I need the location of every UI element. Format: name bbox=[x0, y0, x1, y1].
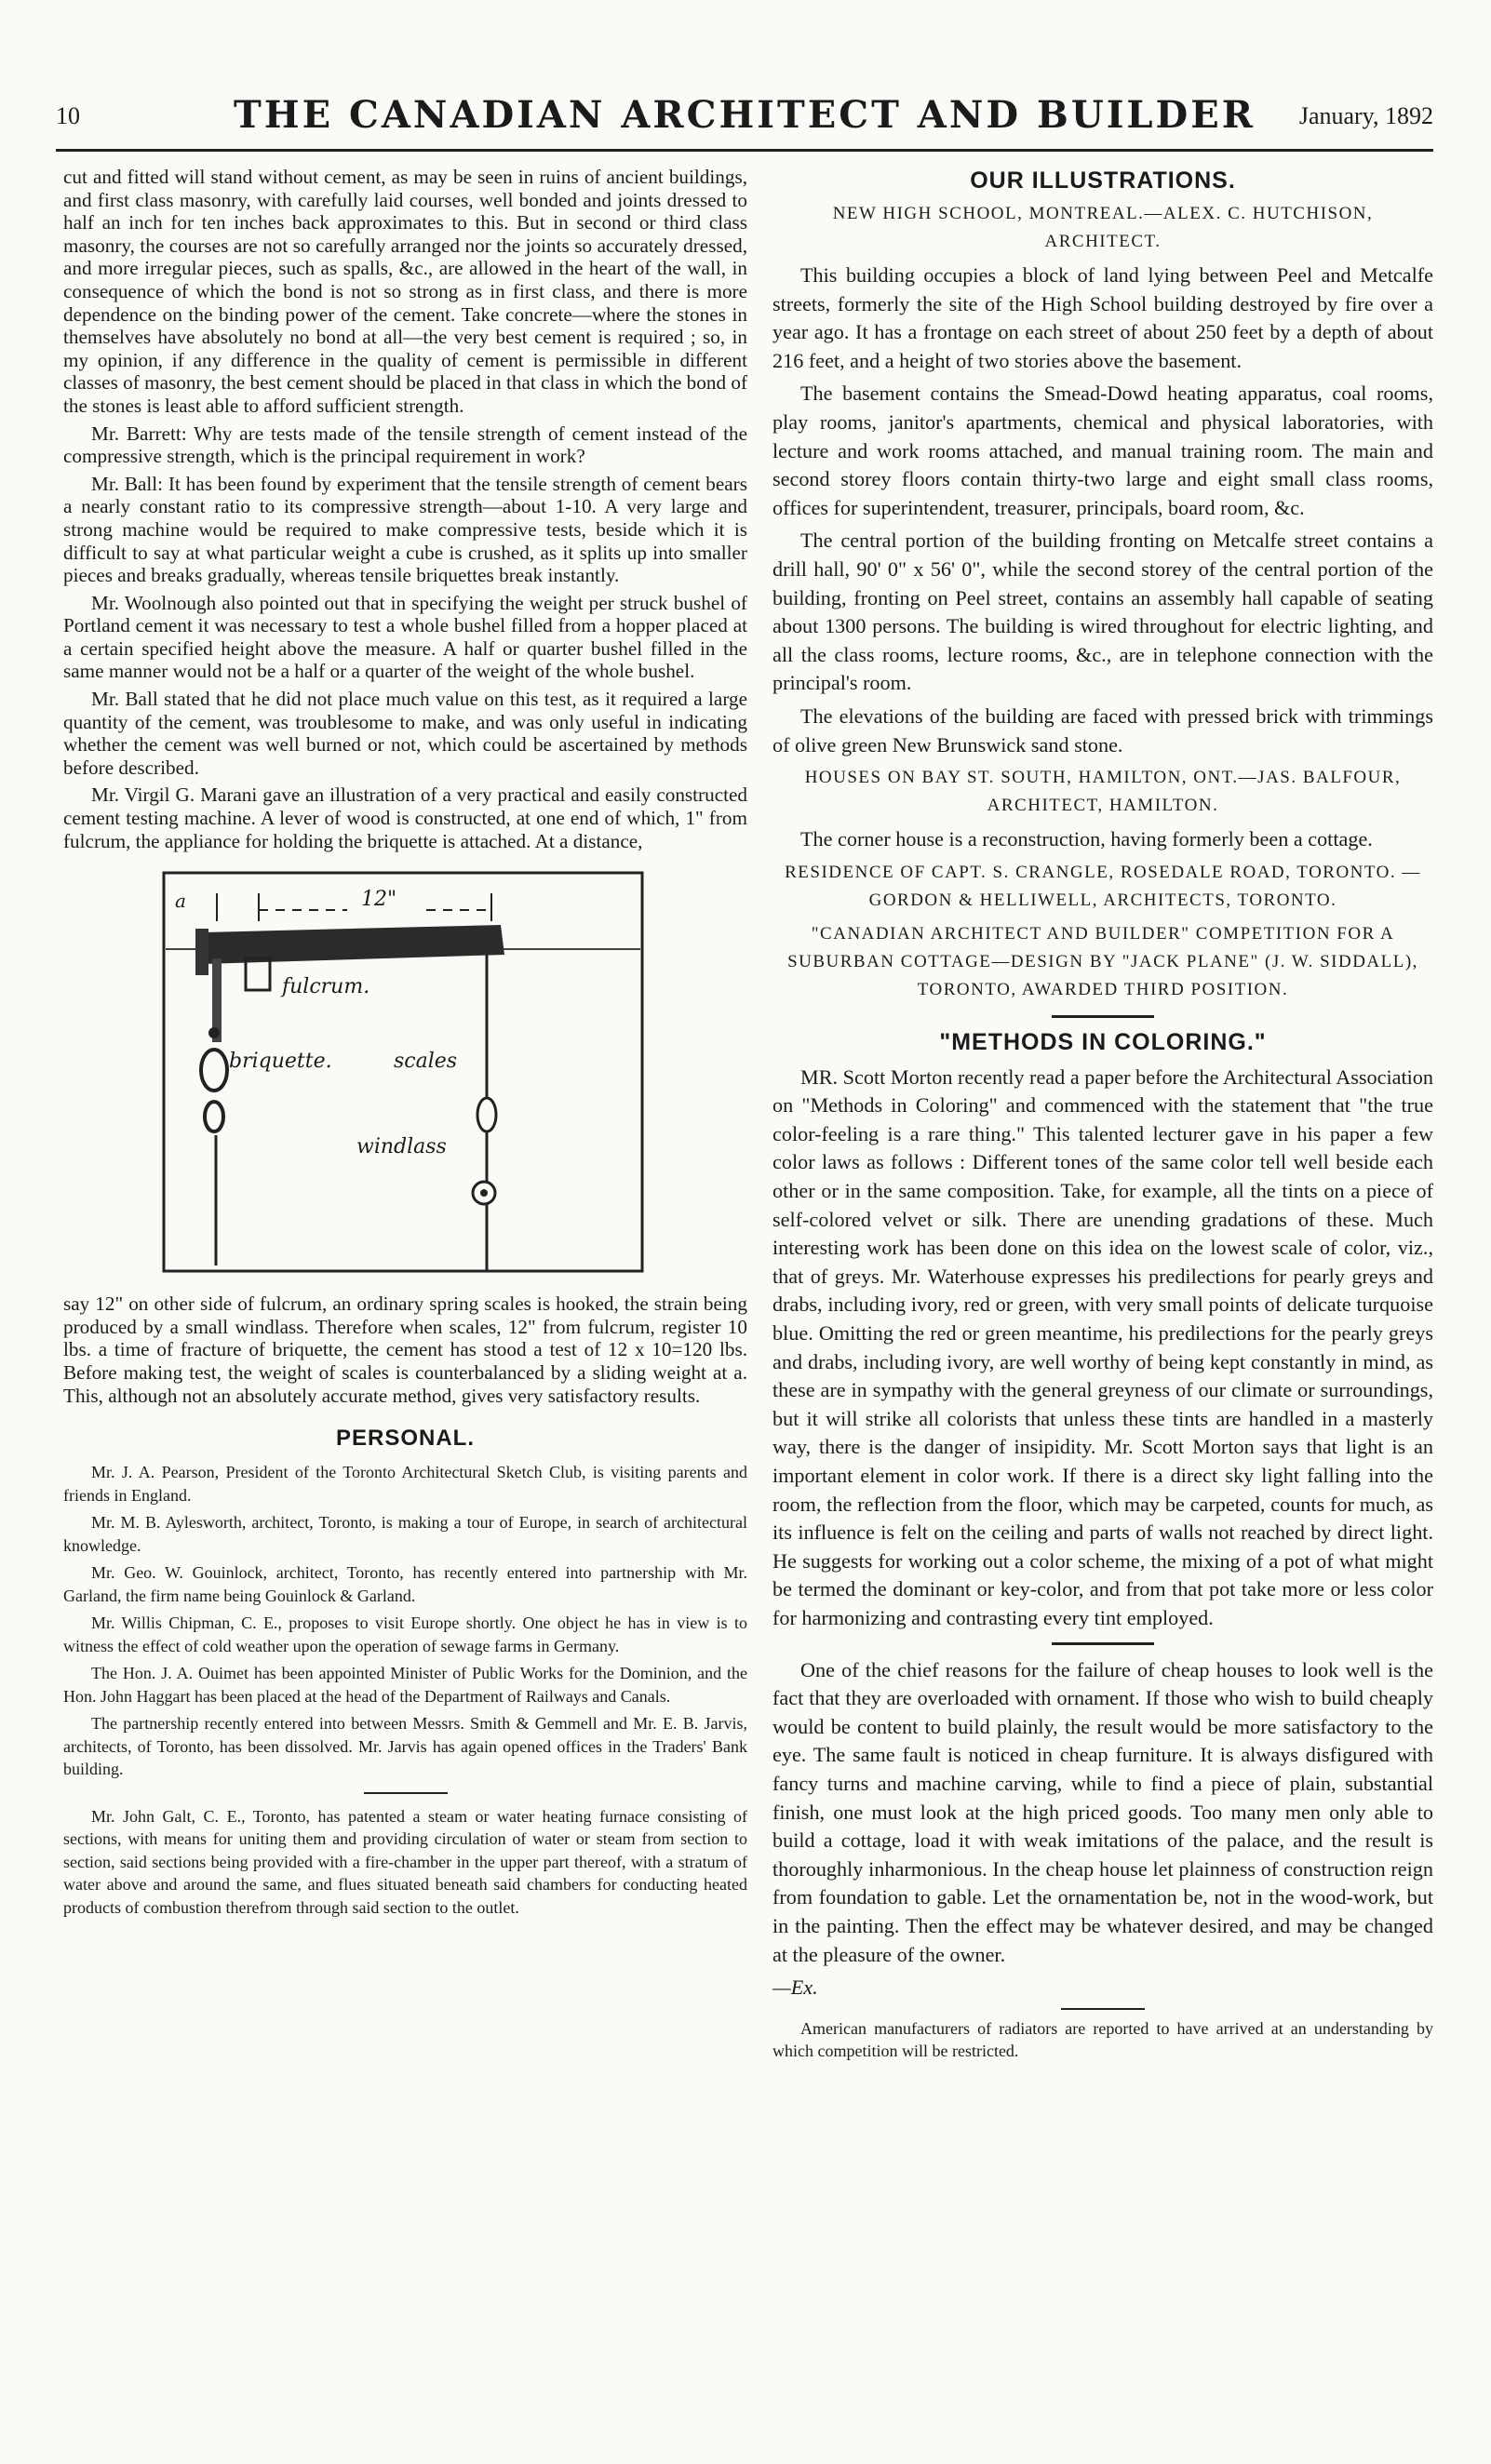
residence-title: RESIDENCE OF CAPT. S. CRANGLE, ROSEDALE ROAD, TORONTO. —GORDON & HELLIWELL, ARCHITECTS, TORONTO. bbox=[785, 862, 1421, 910]
paragraph: The corner house is a reconstruction, having formerly been a cottage. bbox=[800, 827, 1373, 851]
illustrations-heading: OUR ILLUSTRATIONS. bbox=[970, 167, 1236, 194]
personal-heading: PERSONAL. bbox=[335, 1426, 475, 1452]
personal-item: Mr. Willis Chipman, C. E., proposes to visit Europe shortly. One object he has in view is to witness the effect of cold weather upon the operation of sewage farms in Germany. bbox=[63, 1614, 747, 1655]
paragraph: say 12" on other side of fulcrum, an ordinary spring scales is hooked, the strain being produced by a small windlass. Therefore when scales, 12" from fulcrum, register 10 lbs. a time of fracture of briquette, the cement has stood a test of 12 x 10=120 lbs. Before making test, the weight of scales is counterbalanced by a sliding weight at a. This, although not an absolutely accurate method, gives very satisfactory results. bbox=[63, 1292, 747, 1407]
briquette-label: briquette. bbox=[229, 1050, 332, 1074]
page-number: 10 bbox=[56, 102, 80, 129]
paragraph: One of the chief reasons for the failure of cheap houses to look well is the fact that they are overloaded with ornament. If those who wish to build cheaply would be content to build plainly, the result would be more satisfactory to the eye. The same fault is noticed in cheap furniture. It is always disfigured with fancy turns and machine carving, while to find a piece of plain, substantial finish, one must look at the high priced goods. Too many men only able to build a cottage, load it with weak imitations of the palace, and the result is thoroughly inharmonious. In the cheap house let plainness of construction reign from foundation to gable. Let the ornamentation be, not in the wood-work, but in the painting. Then the effect may be whatever desired, and may be changed at the pleasure of the owner. bbox=[772, 1657, 1433, 1966]
paragraph: The elevations of the building are faced with pressed brick with trimmings of olive green New Brunswick sand stone. bbox=[772, 703, 1433, 757]
personal-item: Mr. Geo. W. Gouinlock, architect, Toronto, has recently entered into partnership with Mr. Garland, the firm name being Gouinlock & Garland. bbox=[63, 1563, 747, 1605]
paragraph: Mr. Woolnough also pointed out that in specifying the weight per struck bushel of Portland cement it was necessary to test a whole bushel filled from a hopper placed at a certain specified height above the measure. A half or quarter bushel filled in the same manner would not be a half or a quarter of the weight of the whole bushel. bbox=[63, 591, 747, 683]
paragraph: MR. Scott Morton recently read a paper before the Architectural Association on "Methods in Coloring" and commenced with the statement that "the true color-feeling is a rare thing." This talented lecturer gave in his paper a few color laws as follows : Different tones of the same color tell well beside each other or in the same composition. Take, for example, all the tints on a piece of self-colored velvet or silk. There are unending gradations of these. Much interesting work has been done on this idea on the lowest scale of color, viz., that of greys. Mr. Waterhouse expresses his predilections for pearly greys and drabs, including ivory, red or green, with very small points of delicate turquoise blue. Omitting the red or green meantime, his predilections for the pearly greys and drabs, including ivory, are well worthy of being kept constantly in mind, as these are in sympathy with the general greyness of our climate or surroundings, but it will strike all colorists that unless these tints are handled in a masterly way, there is the danger of insipidity. Mr. Scott Morton says that light is an important element in color work. If there is a direct sky light falling into the room, the reflection from the floor, which may be carpeted, counts for much, as its influence is felt on the ceiling and parts of walls not reached by direct light. He suggests for working out a color scheme, the mixing of a pot of what might be termed the dominant or key-color, and from that pot take more or less color for harmonizing and contrasting every tint employed. bbox=[772, 1065, 1433, 1629]
masthead: THE CANADIAN ARCHITECT AND BUILDER bbox=[234, 93, 1256, 137]
windlass-label: windlass bbox=[356, 1135, 447, 1159]
section-divider bbox=[1061, 2008, 1145, 2010]
paragraph: Mr. Virgil G. Marani gave an illustration of a very practical and easily constructed cement testing machine. A lever of wood is constructed, at one end of which, 1" from fulcrum, the appliance for holding the briquette is attached. At a distance, bbox=[63, 783, 747, 852]
fulcrum-label: fulcrum. bbox=[282, 975, 370, 999]
paragraph: The basement contains the Smead-Dowd heating apparatus, coal rooms, play rooms, janitor's apartments, chemical and physical laboratories, with lecture and work rooms attached, and manual training room. The main and second storey floors contain thirty-two large and eight small class rooms, offices for superintendent, treasurer, principals, board room, &c. bbox=[772, 382, 1433, 519]
paragraph: This building occupies a block of land lying between Peel and Metcalfe streets, formerly the site of the High School building destroyed by fire over a year ago. It has a frontage on each street of about 250 feet by a depth of about 216 feet, and a height of two stories above the basement. bbox=[772, 263, 1433, 372]
header-rule bbox=[56, 149, 1433, 152]
section-divider bbox=[1052, 1015, 1154, 1018]
paragraph: The central portion of the building fronting on Metcalfe street contains a drill hall, 90' 0" x 56' 0", while the second storey of the central portion of the building, fronting on Peel street, contains an assembly hall capable of seating about 1300 persons. The building is wired throughout for electric lighting, and all the class rooms, lecture rooms, &c., are in telephone connection with the principal's room. bbox=[772, 529, 1433, 695]
personal-item: The partnership recently entered into between Messrs. Smith & Gemmell and Mr. E. B. Jarvis, architects, of Toronto, has been dissolved. Mr. Jarvis has again opened offices in the Traders' Bank building. bbox=[63, 1714, 747, 1779]
page-header bbox=[56, 89, 1433, 147]
personal-item: Mr. J. A. Pearson, President of the Toronto Architectural Sketch Club, is visiting parents and friends in England. bbox=[63, 1463, 747, 1505]
newspaper-page bbox=[56, 0, 1433, 2464]
personal-item: The Hon. J. A. Ouimet has been appointed Minister of Public Works for the Dominion, and the Hon. John Haggart has been placed at the head of the Department of Railways and Canals. bbox=[63, 1664, 747, 1706]
left-column bbox=[63, 166, 747, 1923]
issue-date: January, 1892 bbox=[1298, 102, 1433, 129]
paragraph: Mr. Ball: It has been found by experiment that the tensile strength of cement bears a nearly constant ratio to its compressive strength—about 1-10. A very large and strong machine would be required to make compressive tests, beside which it is difficult to say at what particular weight a cube is crushed, as it splits up into smaller pieces and breaks gradually, whereas tensile briquettes break instantly. bbox=[63, 472, 747, 587]
point-a-label: a bbox=[175, 890, 186, 913]
paragraph: cut and fitted will stand without cement, as may be seen in ruins of ancient buildings, and first class masonry, with carefully laid courses, well bonded and joints dressed to half an inch for ten inches back approximates to this. But in second or third class masonry, the courses are not so carefully arranged nor the joints so accurately dressed, and more irregular pieces, such as spalls, &c., are allowed in the heart of the wall, in consequence of which the bond is not so strong as in first class, and there is more dependence on the binding power of the cement. Take concrete—where the stones in themselves have absolutely no bond at all—the very best cement is required ; so, in my opinion, if any difference in the quality of cement is permissible in different classes of masonry, the best cement should be placed in that class in which the bond of the stones is least able to afford sufficient strength. bbox=[63, 166, 747, 417]
houses-title: HOUSES ON BAY ST. SOUTH, HAMILTON, ONT.—JAS. BALFOUR, ARCHITECT, HAMILTON. bbox=[804, 768, 1402, 816]
cement-testing-machine-figure bbox=[156, 865, 650, 1279]
scales-label: scales bbox=[394, 1050, 458, 1074]
personal-item: Mr. M. B. Aylesworth, architect, Toronto, is making a tour of Europe, in search of architectural knowledge. bbox=[63, 1513, 747, 1555]
dimension-label: 12" bbox=[361, 888, 397, 912]
radiators-item: American manufacturers of radiators are reported to have arrived at an understanding by which competition will be restricted. bbox=[772, 2018, 1433, 2061]
source-credit: —Ex. bbox=[772, 1975, 818, 2000]
paragraph: Mr. Barrett: Why are tests made of the tensile strength of cement instead of the compressive strength, which is the principal requirement in work? bbox=[63, 422, 747, 468]
school-title: NEW HIGH SCHOOL, MONTREAL.—ALEX. C. HUTCHISON, ARCHITECT. bbox=[832, 204, 1374, 251]
section-divider bbox=[364, 1792, 448, 1794]
galt-patent-item: Mr. John Galt, C. E., Toronto, has patented a steam or water heating furnace consisting of sections, with means for uniting them and providing circulation of water or steam from section to section, said sections being provided with a fire-chamber in the upper part thereof, with a stratum of water above and around the same, and flues situated beneath said chambers for conducting heated products of combustion therefrom through said section to the outlet. bbox=[63, 1806, 747, 1917]
right-column bbox=[772, 167, 1433, 2068]
competition-title: "CANADIAN ARCHITECT AND BUILDER" COMPETITION FOR A SUBURBAN COTTAGE—DESIGN BY "JACK PLANE" (J. W. SIDDALL), TORONTO, AWARDED THIRD POSITION. bbox=[787, 923, 1418, 999]
methods-heading: "METHODS IN COLORING." bbox=[939, 1028, 1267, 1055]
section-divider bbox=[1052, 1642, 1154, 1645]
paragraph: Mr. Ball stated that he did not place much value on this test, as it required a large quantity of the cement, was troublesome to make, and was only useful in indicating whether the cement was well burned or not, which could be ascertained by methods before described. bbox=[63, 688, 747, 779]
